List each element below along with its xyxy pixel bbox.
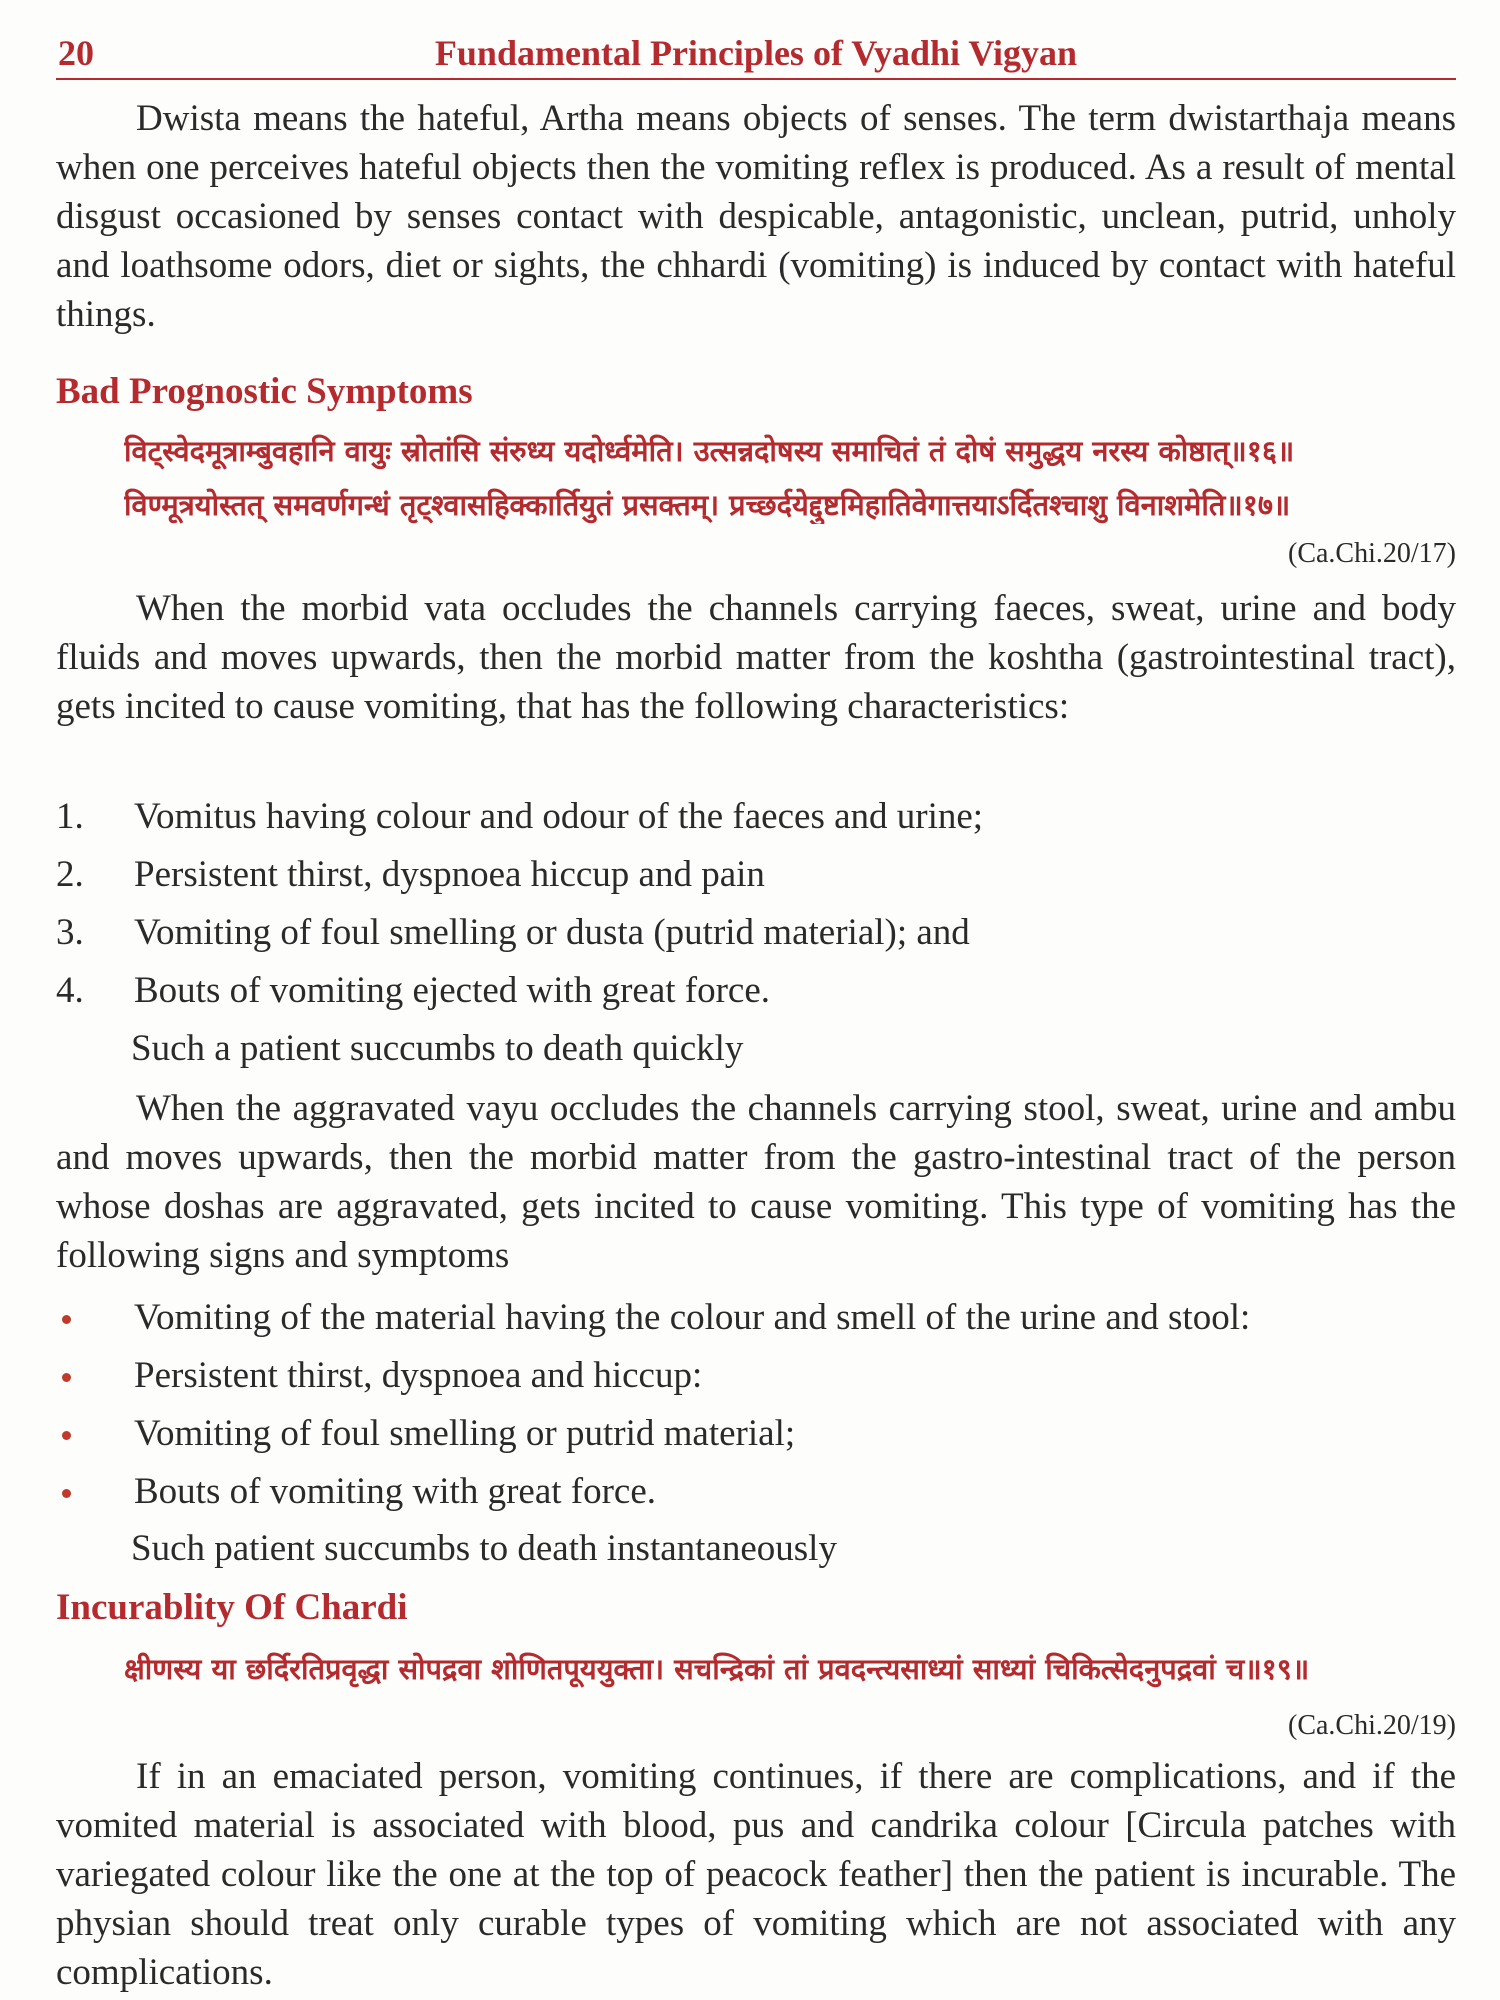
bullet-icon (62, 1489, 71, 1498)
heading-bad-prognostic-symptoms: Bad Prognostic Symptoms (56, 371, 473, 412)
bullet-icon (62, 1431, 71, 1440)
list-item-text: Bouts of vomiting ejected with great force. (134, 970, 771, 1011)
list-item (56, 1289, 1456, 1347)
list-item-text: Vomiting of foul smelling or putrid material; (134, 1413, 796, 1454)
vata-paragraph: When the morbid vata occludes the channels carrying faeces, sweat, urine and body fluids and moves upwards, then the morbid matter from the koshtha (gastrointestinal tract), gets incited to cause vomiting, that has the following characteristics: (56, 588, 1456, 727)
list-number: 1. (56, 796, 84, 837)
sanskrit-verse-line-2: विण्मूत्रयोस्तत् समवर्णगन्धं तृट्श्वासहिक्कार्तियुतं प्रसक्तम्। प्रच्छर्दयेद्दुष्टमिहातिवेगात्तयाऽर्दितश्चाशु विनाशमेति॥१७॥ (124, 488, 1291, 522)
sanskrit-verse-line-1: विट्स्वेदमूत्राम्बुवहानि वायुः स्रोतांसि संरुध्य यदोर्ध्वमेति। उत्सन्नदोषस्य समाचितं तं दोषं समुद्धय नरस्य कोष्ठात्॥१६॥ (124, 434, 1295, 468)
bullet-icon (62, 1315, 71, 1324)
intro-paragraph: Dwista means the hateful, Artha means objects of senses. The term dwistarthaja means when one perceives hateful objects then the vomiting reflex is produced. As a result of mental disgust occasioned by senses contact with despicable, antagonistic, unclean, putrid, unholy and loathsome odors, diet or sights, the chhardi (vomiting) is induced by contact with hateful things. (56, 98, 1456, 335)
heading-incurability-of-chardi: Incurablity Of Chardi (56, 1587, 408, 1628)
list-item-text: Vomiting of foul smelling or dusta (putrid material); and (134, 912, 970, 953)
list-item (56, 846, 1456, 904)
list-item (56, 788, 1456, 846)
citation-ca-chi-20-17: (Ca.Chi.20/17) (1288, 538, 1456, 569)
page-header (56, 28, 1456, 80)
list-item-text: Vomitus having colour and odour of the faeces and urine; (134, 796, 984, 837)
citation-ca-chi-20-19: (Ca.Chi.20/19) (1288, 1710, 1456, 1741)
list-item (56, 962, 1456, 1020)
numbered-list-conclusion: Such a patient succumbs to death quickly (131, 1028, 744, 1069)
page-number: 20 (58, 33, 94, 73)
sanskrit-verse-incurability: क्षीणस्य या छर्दिरतिप्रवृद्धा सोपद्रवा शोणितपूययुक्ता। सचन्द्रिकां तां प्रवदन्त्यसाध्यां साध्यां चिकित्सेदनुपद्रवां च॥१९॥ (124, 1652, 1310, 1686)
incurability-paragraph: If in an emaciated person, vomiting continues, if there are complications, and if the vomited material is associated with blood, pus and candrika colour [Circula patches with variegated colour like the one at the top of peacock feather] then the patient is incurable. The physian should treat only curable types of vomiting which are not associated with any complications. (56, 1756, 1456, 1993)
vayu-paragraph: When the aggravated vayu occludes the channels carrying stool, sweat, urine and ambu and moves upwards, then the morbid matter from the gastro-intestinal tract of the person whose doshas are aggravated, gets incited to cause vomiting. This type of vomiting has the following signs and symptoms (56, 1088, 1456, 1276)
list-number: 3. (56, 912, 84, 953)
list-item-text: Persistent thirst, dyspnoea hiccup and pain (134, 854, 765, 895)
list-item (56, 1347, 1456, 1405)
list-item-text: Vomiting of the material having the colour and smell of the urine and stool: (134, 1297, 1251, 1338)
list-item-text: Bouts of vomiting with great force. (134, 1471, 657, 1512)
bullet-list-conclusion: Such patient succumbs to death instantaneously (131, 1528, 837, 1569)
list-number: 2. (56, 854, 84, 895)
bulleted-symptoms-list (56, 1289, 1456, 1521)
list-item (56, 1463, 1456, 1521)
numbered-characteristics-list (56, 788, 1456, 1020)
list-item-text: Persistent thirst, dyspnoea and hiccup: (134, 1355, 703, 1396)
bullet-icon (62, 1373, 71, 1382)
list-item (56, 904, 1456, 962)
running-title: Fundamental Principles of Vyadhi Vigyan (434, 33, 1078, 73)
list-number: 4. (56, 970, 84, 1011)
list-item (56, 1405, 1456, 1463)
